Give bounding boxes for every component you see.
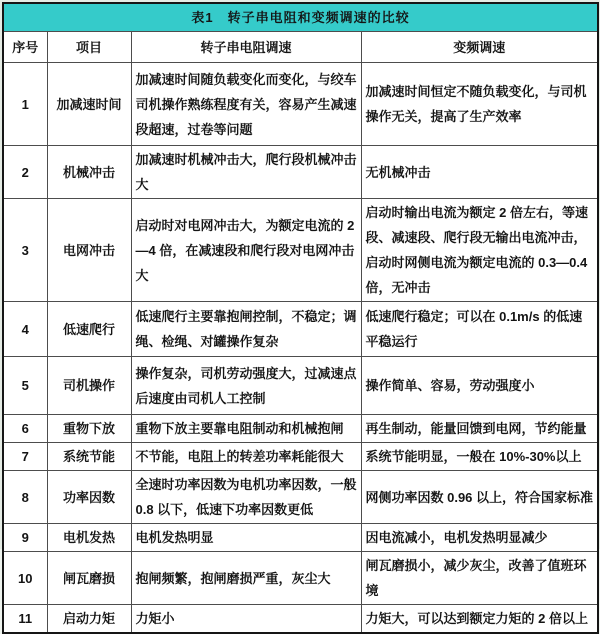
- cell-no: 5: [3, 357, 47, 415]
- column-header-resistor: 转子串电阻调速: [131, 32, 361, 63]
- cell-resistor: 低速爬行主要靠抱闸控制，不稳定；调绳、检绳、对罐操作复杂: [131, 302, 361, 357]
- table-row: [3, 605, 598, 634]
- cell-no: 11: [3, 605, 47, 634]
- cell-resistor: 加减速时机械冲击大，爬行段机械冲击大: [131, 146, 361, 199]
- table-row: [3, 146, 598, 199]
- cell-vfd: 力矩大，可以达到额定力矩的 2 倍以上: [361, 605, 598, 634]
- table-row: [3, 63, 598, 146]
- cell-vfd: 加减速时间恒定不随负载变化，与司机操作无关，提高了生产效率: [361, 63, 598, 146]
- cell-vfd: 因电流减小，电机发热明显减少: [361, 524, 598, 552]
- cell-item: 启动力矩: [47, 605, 131, 634]
- table-header-row: [3, 32, 598, 63]
- cell-resistor: 电机发热明显: [131, 524, 361, 552]
- table-row: [3, 524, 598, 552]
- cell-no: 4: [3, 302, 47, 357]
- cell-vfd: 低速爬行稳定；可以在 0.1m/s 的低速平稳运行: [361, 302, 598, 357]
- cell-vfd: 闸瓦磨损小，减少灰尘，改善了值班环境: [361, 552, 598, 605]
- cell-resistor: 启动时对电网冲击大，为额定电流的 2—4 倍，在减速段和爬行段对电网冲击大: [131, 199, 361, 302]
- table-title-row: [3, 3, 598, 32]
- table-row: [3, 302, 598, 357]
- cell-item: 司机操作: [47, 357, 131, 415]
- table-row: [3, 552, 598, 605]
- table-row: [3, 357, 598, 415]
- cell-item: 电网冲击: [47, 199, 131, 302]
- cell-vfd: 系统节能明显，一般在 10%-30%以上: [361, 443, 598, 471]
- cell-no: 3: [3, 199, 47, 302]
- table-row: [3, 415, 598, 443]
- cell-no: 8: [3, 471, 47, 524]
- cell-resistor: 不节能，电阻上的转差功率耗能很大: [131, 443, 361, 471]
- column-header-no: 序号: [3, 32, 47, 63]
- cell-resistor: 抱闸频繁，抱闸磨损严重，灰尘大: [131, 552, 361, 605]
- cell-item: 低速爬行: [47, 302, 131, 357]
- table-row: [3, 199, 598, 302]
- cell-no: 9: [3, 524, 47, 552]
- cell-resistor: 全速时功率因数为电机功率因数，一般 0.8 以下，低速下功率因数更低: [131, 471, 361, 524]
- cell-item: 机械冲击: [47, 146, 131, 199]
- cell-item: 电机发热: [47, 524, 131, 552]
- cell-resistor: 加减速时间随负载变化而变化，与绞车司机操作熟练程度有关，容易产生减速段超速，过卷等问题: [131, 63, 361, 146]
- comparison-table: [2, 2, 599, 634]
- cell-no: 10: [3, 552, 47, 605]
- table-body: [3, 63, 598, 634]
- cell-vfd: 无机械冲击: [361, 146, 598, 199]
- cell-vfd: 操作简单、容易，劳动强度小: [361, 357, 598, 415]
- table-row: [3, 471, 598, 524]
- table-title: 表1 转子串电阻和变频调速的比较: [3, 3, 598, 32]
- cell-resistor: 操作复杂，司机劳动强度大，过减速点后速度由司机人工控制: [131, 357, 361, 415]
- cell-item: 系统节能: [47, 443, 131, 471]
- cell-no: 7: [3, 443, 47, 471]
- cell-item: 功率因数: [47, 471, 131, 524]
- cell-item: 加减速时间: [47, 63, 131, 146]
- table-row: [3, 443, 598, 471]
- cell-no: 6: [3, 415, 47, 443]
- cell-vfd: 网侧功率因数 0.96 以上，符合国家标准: [361, 471, 598, 524]
- cell-resistor: 力矩小: [131, 605, 361, 634]
- cell-item: 闸瓦磨损: [47, 552, 131, 605]
- cell-no: 2: [3, 146, 47, 199]
- cell-resistor: 重物下放主要靠电阻制动和机械抱闸: [131, 415, 361, 443]
- cell-no: 1: [3, 63, 47, 146]
- cell-vfd: 再生制动，能量回馈到电网，节约能量: [361, 415, 598, 443]
- cell-item: 重物下放: [47, 415, 131, 443]
- cell-vfd: 启动时输出电流为额定 2 倍左右，等速段、减速段、爬行段无输出电流冲击，启动时网侧电流为额定电流的 0.3—0.4 倍，无冲击: [361, 199, 598, 302]
- column-header-vfd: 变频调速: [361, 32, 598, 63]
- column-header-item: 项目: [47, 32, 131, 63]
